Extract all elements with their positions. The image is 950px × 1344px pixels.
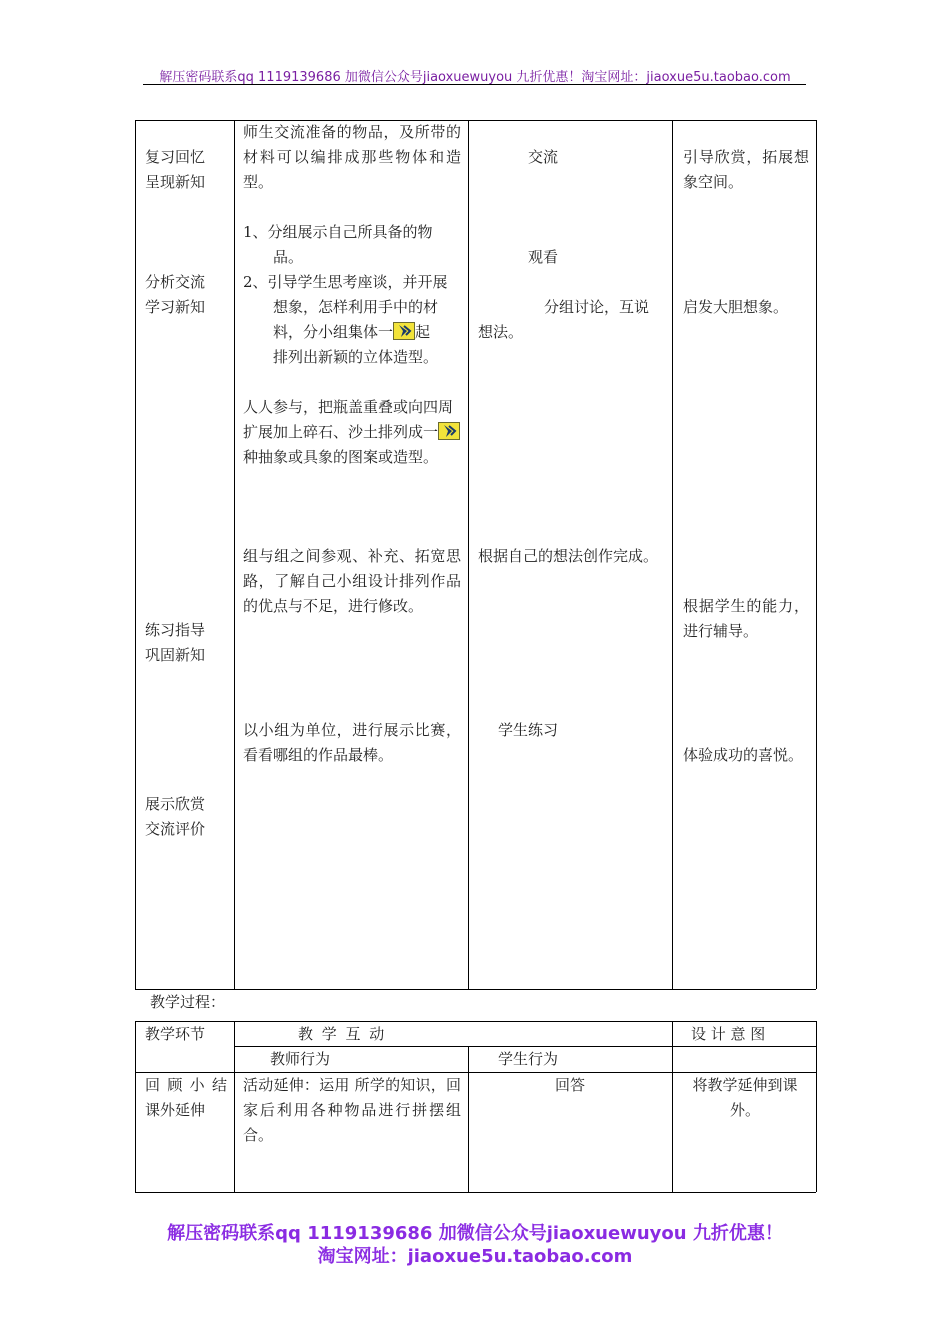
header-student: 学生行为 xyxy=(498,1050,559,1068)
header-intent: 设 计 意 图 xyxy=(691,1025,766,1043)
student-text-5: 学生练习 xyxy=(498,721,559,739)
teacher-text-3: 人人参与，把瓶盖重叠或向四周扩展加上碎石、沙土排列成一种抽象或具象的图案或造型。 xyxy=(243,395,463,470)
row-intent: 将教学延伸到课外。 xyxy=(692,1076,798,1119)
header-stage: 教学环节 xyxy=(145,1025,206,1043)
teacher-text-1: 师生交流准备的物品，及所带的材料可以编排成那些物体和造型。 xyxy=(243,123,461,191)
pencil-icon xyxy=(393,322,415,340)
student-text-4: 根据自己的想法创作完成。 xyxy=(478,547,659,565)
stage-analyze: 分析交流 学习新知 xyxy=(145,273,206,316)
teacher-text-5: 以小组为单位，进行展示比赛，看看哪组的作品最棒。 xyxy=(243,721,461,764)
row-teacher: 活动延伸：运用 所学的知识，回家后利用各种物品进行拼摆组合。 xyxy=(243,1076,461,1144)
footer-watermark-line1: 解压密码联系qq 1119139686 加微信公众号jiaoxuewuyou 九折优惠！ xyxy=(167,1223,783,1244)
stage-practice: 练习指导 巩固新知 xyxy=(145,621,206,664)
row-student: 回答 xyxy=(555,1076,586,1094)
header-watermark: 解压密码联系qq 1119139686 加微信公众号jiaoxuewuyou 九折优惠！淘宝网址：jiaoxue5u.taobao.com xyxy=(159,70,791,85)
stage-showcase: 展示欣赏 交流评价 xyxy=(145,795,206,838)
student-text-2: 观看 xyxy=(528,248,559,266)
student-text-1: 交流 xyxy=(528,148,559,166)
header-interaction: 教 学 互 动 xyxy=(298,1025,385,1043)
header-rule xyxy=(143,84,806,85)
intent-text-1: 引导欣赏，拓展想象空间。 xyxy=(683,148,809,191)
section-label: 教学过程： xyxy=(150,993,226,1011)
teacher-text-2: 1、分组展示自己所具备的物 品。 2、引导学生思考座谈，并开展 想象，怎样利用手中的材 料，分小组集体一 起 排列出新颖的立体造型。 xyxy=(243,223,448,366)
intent-text-4: 体验成功的喜悦。 xyxy=(683,746,804,764)
pencil-icon xyxy=(438,422,460,440)
intent-text-2: 启发大胆想象。 xyxy=(683,298,789,316)
footer-watermark-line2: 淘宝网址：jiaoxue5u.taobao.com xyxy=(317,1246,633,1267)
row-stage: 回 顾 小 结课外延伸 xyxy=(145,1076,227,1119)
teacher-text-4: 组与组之间参观、补充、拓宽思路，了解自己小组设计排列作品的优点与不足，进行修改。 xyxy=(243,547,461,615)
intent-text-3: 根据学生的能力，进行辅导。 xyxy=(683,597,809,640)
student-text-3: 分组讨论，互说 想法。 xyxy=(478,298,650,341)
stage-review: 复习回忆 呈现新知 xyxy=(145,148,206,191)
header-teacher: 教师行为 xyxy=(270,1050,331,1068)
